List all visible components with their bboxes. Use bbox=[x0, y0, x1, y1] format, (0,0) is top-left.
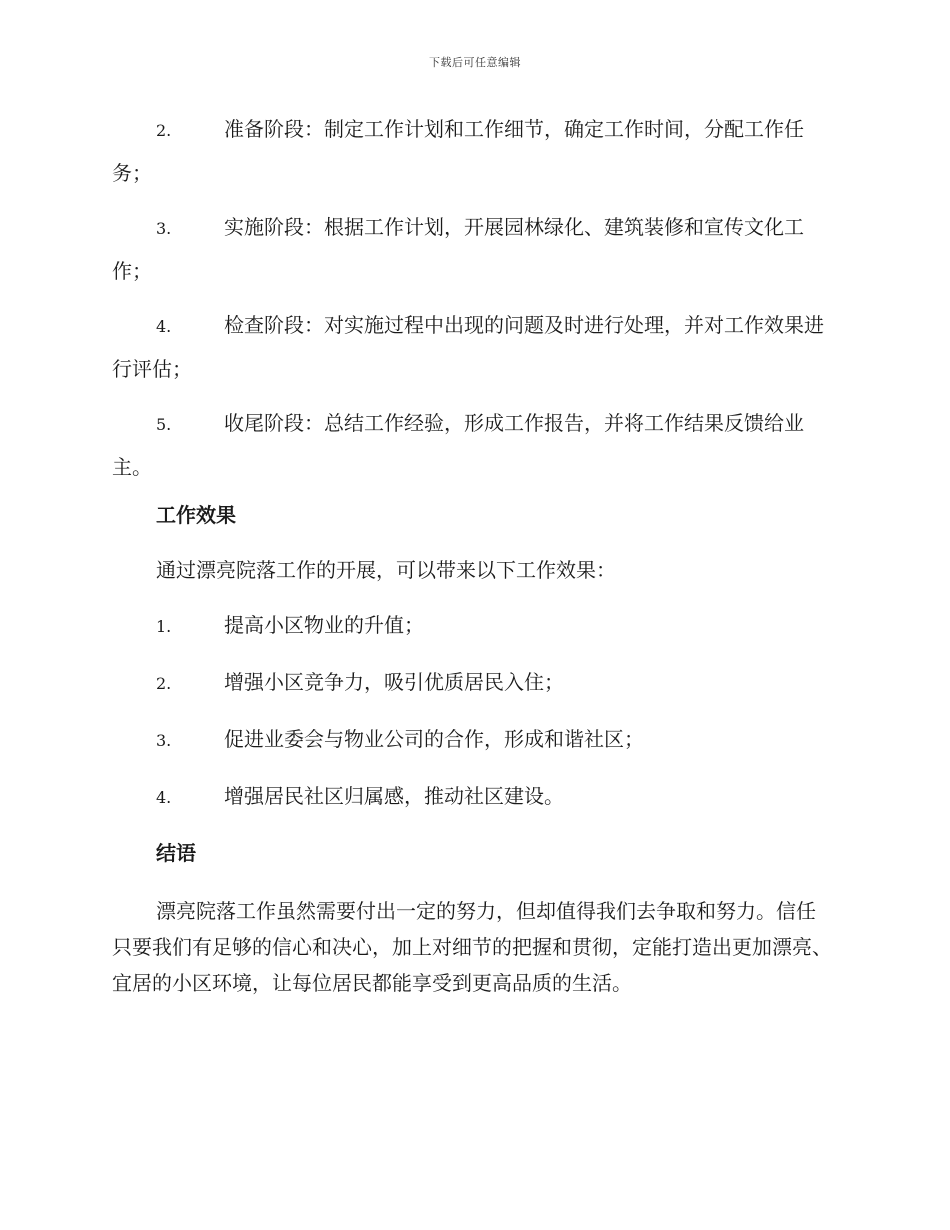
page-header: 下载后可任意编辑 bbox=[429, 56, 521, 69]
step-text: 实施阶段：根据工作计划，开展园林绿化、建筑装修和宣传文化工作； bbox=[112, 215, 804, 283]
effect-item bbox=[112, 781, 832, 813]
effect-text: 促进业委会与物业公司的合作，形成和谐社区； bbox=[224, 727, 644, 751]
section-heading-conclusion: 结语 bbox=[156, 841, 196, 865]
step-number: 4. bbox=[156, 317, 172, 336]
step-text: 收尾阶段：总结工作经验，形成工作报告，并将工作结果反馈给业主。 bbox=[112, 411, 804, 479]
effect-text: 增强居民社区归属感，推动社区建设。 bbox=[224, 784, 564, 808]
effect-number: 4. bbox=[156, 788, 172, 807]
effect-text: 增强小区竞争力，吸引优质居民入住； bbox=[224, 670, 564, 694]
step-item bbox=[112, 304, 832, 390]
step-number: 3. bbox=[156, 219, 172, 238]
conclusion-paragraph: 漂亮院落工作虽然需要付出一定的努力，但却值得我们去争取和努力。信任只要我们有足够的信心和决心，加上对细节的把握和贯彻，定能打造出更加漂亮、宜居的小区环境，让每位居民都能享受到更高品质的生活。 bbox=[112, 899, 832, 995]
effect-item bbox=[112, 667, 832, 699]
document-body bbox=[112, 108, 832, 1026]
effects-intro: 通过漂亮院落工作的开展，可以带来以下工作效果： bbox=[156, 558, 616, 582]
section-heading-effects: 工作效果 bbox=[156, 503, 236, 527]
effect-number: 1. bbox=[156, 617, 172, 636]
step-text: 检查阶段：对实施过程中出现的问题及时进行处理，并对工作效果进行评估； bbox=[112, 313, 824, 381]
effect-number: 3. bbox=[156, 731, 172, 750]
effect-number: 2. bbox=[156, 674, 172, 693]
effect-item bbox=[112, 610, 832, 642]
step-number: 2. bbox=[156, 121, 172, 140]
step-item bbox=[112, 108, 832, 194]
step-number: 5. bbox=[156, 415, 172, 434]
effect-text: 提高小区物业的升值； bbox=[224, 613, 424, 637]
step-item bbox=[112, 402, 832, 488]
effect-item bbox=[112, 724, 832, 756]
step-text: 准备阶段：制定工作计划和工作细节，确定工作时间，分配工作任务； bbox=[112, 117, 804, 185]
step-item bbox=[112, 206, 832, 292]
